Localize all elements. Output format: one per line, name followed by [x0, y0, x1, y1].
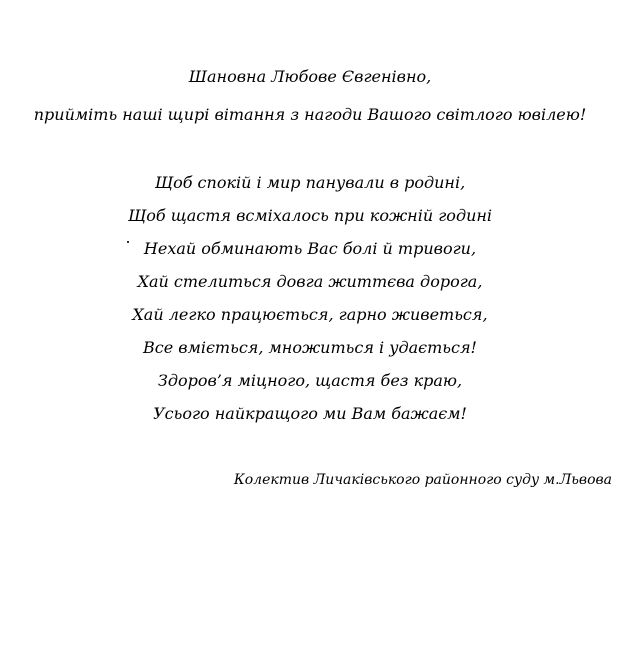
poem-verse: Усього найкращого ми Вам бажаєм! — [153, 404, 467, 423]
greeting-line: Шановна Любове Євгенівно, — [188, 67, 432, 86]
anniversary-wish-line: прийміть наші щирі вітання з нагоди Вашого світлого ювілею! — [33, 105, 587, 124]
poem-verse: Все вміється, множиться і удається! — [143, 338, 477, 357]
poem-verse: Щоб спокій і мир панували в родині, — [154, 173, 466, 192]
poem — [0, 172, 620, 436]
poem-verse: Хай легко працюється, гарно живеться, — [132, 305, 488, 324]
stray-dot — [127, 241, 129, 243]
poem-verse: Нехай обминають Вас болі й тривоги, — [143, 239, 477, 258]
poem-verse: Щоб щастя всміхалось при кожній годині — [127, 206, 493, 225]
poem-verse: Здоров’я міцного, щастя без краю, — [157, 371, 463, 390]
signature: Колектив Личаківського районного суду м.Львова — [233, 472, 612, 488]
poem-verse: Хай стелиться довга життєва дорога, — [137, 272, 483, 291]
